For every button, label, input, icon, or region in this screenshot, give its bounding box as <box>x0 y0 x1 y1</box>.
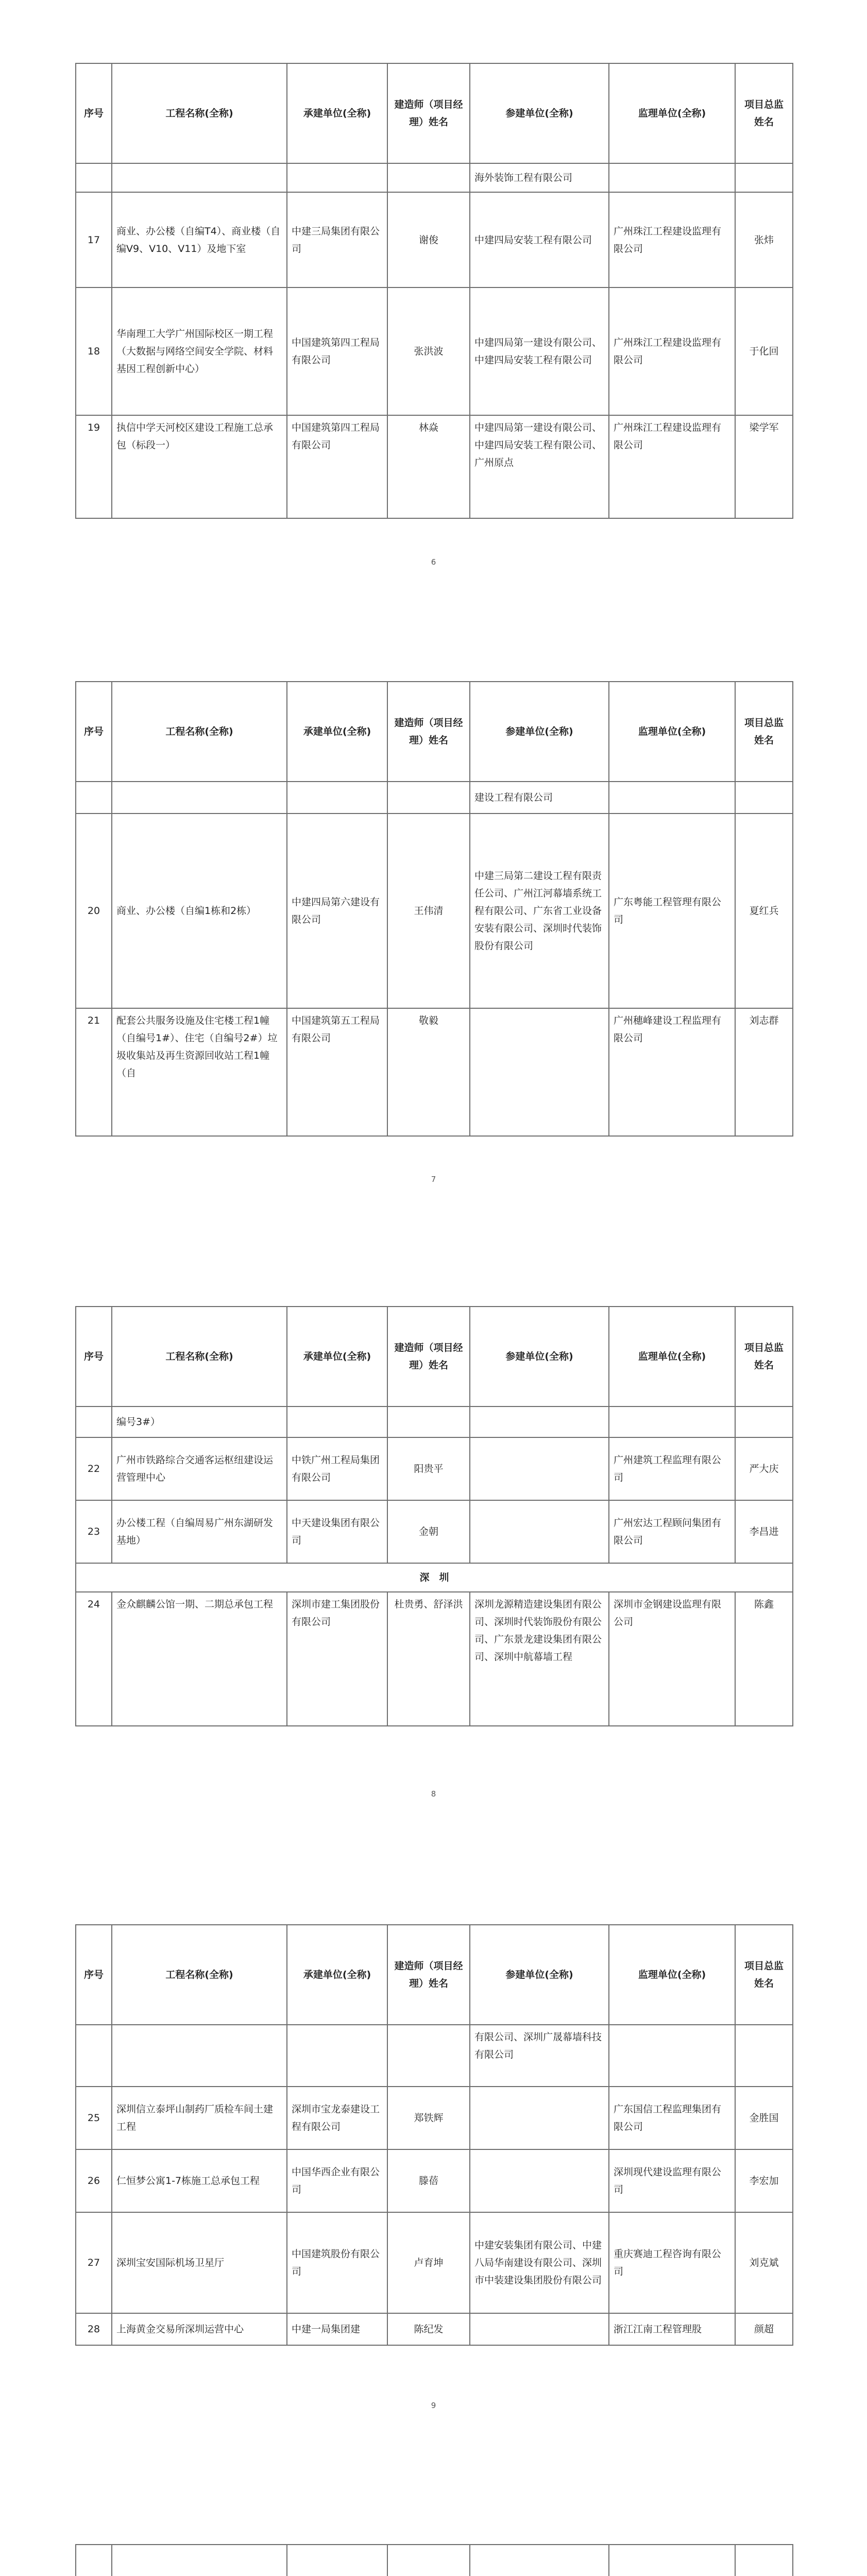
header-no: 序号 <box>76 682 112 782</box>
header-chief: 项目总监姓名 <box>735 63 793 163</box>
table-row <box>76 2087 793 2149</box>
cell-chief <box>735 1406 793 1437</box>
cell-participants <box>470 2087 609 2149</box>
cell-participants: 中建三局第二建设工程有限责任公司、广州江河幕墙系统工程有限公司、广东省工业设备安装有限公司、深圳时代装饰股份有限公司 <box>470 814 609 1008</box>
cell-participants <box>470 1406 609 1437</box>
cell-project <box>112 163 287 192</box>
cell-supervisor: 深圳现代建设监理有限公司 <box>609 2149 735 2212</box>
cell-contractor: 深圳市建工集团股份有限公司 <box>287 1592 387 1726</box>
table-row <box>76 1437 793 1500</box>
cell-chief: 梁学军 <box>735 415 793 518</box>
header-participants: 参建单位(全称) <box>470 682 609 782</box>
table-row <box>76 2149 793 2212</box>
cell-project: 办公楼工程（自编周易广州东湖研发基地） <box>112 1500 287 1563</box>
header-no <box>76 2545 112 2576</box>
cell-participants: 有限公司、深圳广晟幕墙科技有限公司 <box>470 2025 609 2087</box>
region-row <box>76 1563 793 1592</box>
cell-participants: 中建四局第一建设有限公司、中建四局安装工程有限公司、广州原点 <box>470 415 609 518</box>
header-no: 序号 <box>76 63 112 163</box>
cell-supervisor: 广州宏达工程顾问集团有限公司 <box>609 1500 735 1563</box>
cell-contractor: 中国华西企业有限公司 <box>287 2149 387 2212</box>
cell-contractor: 深圳市宝龙泰建设工程有限公司 <box>287 2087 387 2149</box>
cell-supervisor: 浙江江南工程管理股 <box>609 2313 735 2345</box>
header-manager <box>387 2545 470 2576</box>
table-row <box>76 192 793 287</box>
cell-no: 18 <box>76 287 112 415</box>
cell-chief: 金胜国 <box>735 2087 793 2149</box>
cell-supervisor <box>609 2025 735 2087</box>
header-project <box>112 2545 287 2576</box>
cell-manager: 林焱 <box>387 415 470 518</box>
table-row <box>76 1406 793 1437</box>
cell-project <box>112 782 287 814</box>
cell-manager <box>387 2025 470 2087</box>
table-row <box>76 2025 793 2087</box>
cell-project: 商业、办公楼（自编1栋和2栋） <box>112 814 287 1008</box>
page-number: 6 <box>431 557 436 567</box>
header-manager: 建造师（项目经理）姓名 <box>387 1307 470 1406</box>
cell-project: 深圳宝安国际机场卫星厅 <box>112 2212 287 2313</box>
cell-contractor: 中国建筑第四工程局有限公司 <box>287 415 387 518</box>
table-row <box>76 163 793 192</box>
cell-project: 编号3#） <box>112 1406 287 1437</box>
cell-manager: 张洪波 <box>387 287 470 415</box>
cell-no: 21 <box>76 1008 112 1136</box>
cell-manager: 郑铁辉 <box>387 2087 470 2149</box>
cell-supervisor: 广州穗峰建设工程监理有限公司 <box>609 1008 735 1136</box>
cell-project: 仁恒梦公寓1-7栋施工总承包工程 <box>112 2149 287 2212</box>
project-table <box>75 1924 793 2346</box>
header-chief: 项目总监姓名 <box>735 1307 793 1406</box>
cell-contractor <box>287 1406 387 1437</box>
header-participants: 参建单位(全称) <box>470 63 609 163</box>
cell-participants <box>470 1008 609 1136</box>
table-header-row <box>76 63 793 163</box>
cell-no: 26 <box>76 2149 112 2212</box>
cell-supervisor: 广州建筑工程监理有限公司 <box>609 1437 735 1500</box>
project-table <box>75 2544 793 2576</box>
table-header-row <box>76 2545 793 2576</box>
cell-manager: 卢育坤 <box>387 2212 470 2313</box>
cell-no: 22 <box>76 1437 112 1500</box>
cell-participants <box>470 2313 609 2345</box>
cell-supervisor: 广州珠江工程建设监理有限公司 <box>609 192 735 287</box>
cell-participants: 海外装饰工程有限公司 <box>470 163 609 192</box>
header-no: 序号 <box>76 1307 112 1406</box>
cell-manager: 杜贵勇、舒泽洪 <box>387 1592 470 1726</box>
table-row <box>76 1592 793 1726</box>
cell-contractor: 中建一局集团建 <box>287 2313 387 2345</box>
cell-contractor: 中国建筑股份有限公司 <box>287 2212 387 2313</box>
page-number: 7 <box>431 1175 436 1184</box>
cell-chief: 于化回 <box>735 287 793 415</box>
cell-chief <box>735 163 793 192</box>
cell-chief: 陈鑫 <box>735 1592 793 1726</box>
header-supervisor: 监理单位(全称) <box>609 1307 735 1406</box>
header-no: 序号 <box>76 1925 112 2025</box>
cell-project: 上海黄金交易所深圳运营中心 <box>112 2313 287 2345</box>
cell-chief <box>735 2025 793 2087</box>
cell-project: 金众麒麟公馆一期、二期总承包工程 <box>112 1592 287 1726</box>
table-row <box>76 814 793 1008</box>
header-project: 工程名称(全称) <box>112 1307 287 1406</box>
cell-no: 19 <box>76 415 112 518</box>
cell-supervisor: 深圳市金钢建设监理有限公司 <box>609 1592 735 1726</box>
header-chief: 项目总监姓名 <box>735 1925 793 2025</box>
table-row <box>76 1008 793 1136</box>
cell-participants: 中建四局安装工程有限公司 <box>470 192 609 287</box>
cell-chief: 颜超 <box>735 2313 793 2345</box>
cell-chief <box>735 782 793 814</box>
cell-supervisor <box>609 1406 735 1437</box>
cell-manager: 陈纪发 <box>387 2313 470 2345</box>
cell-no: 27 <box>76 2212 112 2313</box>
header-supervisor: 监理单位(全称) <box>609 1925 735 2025</box>
cell-supervisor <box>609 782 735 814</box>
cell-no <box>76 2025 112 2087</box>
cell-no: 25 <box>76 2087 112 2149</box>
header-manager: 建造师（项目经理）姓名 <box>387 1925 470 2025</box>
cell-no <box>76 782 112 814</box>
cell-manager: 金朝 <box>387 1500 470 1563</box>
cell-participants <box>470 1437 609 1500</box>
cell-contractor: 中国建筑第五工程局有限公司 <box>287 1008 387 1136</box>
header-supervisor <box>609 2545 735 2576</box>
header-contractor <box>287 2545 387 2576</box>
cell-chief: 严大庆 <box>735 1437 793 1500</box>
header-supervisor: 监理单位(全称) <box>609 682 735 782</box>
header-participants <box>470 2545 609 2576</box>
cell-project: 华南理工大学广州国际校区一期工程（大数据与网络空间安全学院、材料基因工程创新中心） <box>112 287 287 415</box>
cell-manager: 谢俊 <box>387 192 470 287</box>
cell-project: 广州市铁路综合交通客运枢纽建设运营管理中心 <box>112 1437 287 1500</box>
cell-manager <box>387 1406 470 1437</box>
cell-contractor: 中建四局第六建设有限公司 <box>287 814 387 1008</box>
cell-project: 深圳信立泰坪山制药厂质检车间土建工程 <box>112 2087 287 2149</box>
cell-supervisor: 广东国信工程监理集团有限公司 <box>609 2087 735 2149</box>
header-project: 工程名称(全称) <box>112 1925 287 2025</box>
cell-no <box>76 1406 112 1437</box>
cell-manager: 滕蓓 <box>387 2149 470 2212</box>
cell-no: 24 <box>76 1592 112 1726</box>
project-table <box>75 63 793 519</box>
cell-project: 商业、办公楼（自编T4）、商业楼（自编V9、V10、V11）及地下室 <box>112 192 287 287</box>
header-contractor: 承建单位(全称) <box>287 682 387 782</box>
cell-participants: 中建四局第一建设有限公司、中建四局安装工程有限公司 <box>470 287 609 415</box>
header-contractor: 承建单位(全称) <box>287 1307 387 1406</box>
cell-participants: 建设工程有限公司 <box>470 782 609 814</box>
table-row <box>76 1500 793 1563</box>
cell-manager <box>387 782 470 814</box>
table-row <box>76 782 793 814</box>
cell-contractor <box>287 2025 387 2087</box>
page-number: 8 <box>431 1789 436 1799</box>
cell-contractor: 中铁广州工程局集团有限公司 <box>287 1437 387 1500</box>
table-header-row <box>76 1307 793 1406</box>
cell-supervisor: 广州珠江工程建设监理有限公司 <box>609 287 735 415</box>
cell-manager: 阳贵平 <box>387 1437 470 1500</box>
cell-project <box>112 2025 287 2087</box>
header-project: 工程名称(全称) <box>112 682 287 782</box>
header-participants: 参建单位(全称) <box>470 1925 609 2025</box>
page-number: 9 <box>431 2401 436 2410</box>
table-row <box>76 2313 793 2345</box>
project-table <box>75 681 793 1137</box>
cell-chief: 张炜 <box>735 192 793 287</box>
cell-no: 20 <box>76 814 112 1008</box>
cell-manager <box>387 163 470 192</box>
cell-no: 17 <box>76 192 112 287</box>
table-header-row <box>76 1925 793 2025</box>
cell-chief: 刘志群 <box>735 1008 793 1136</box>
cell-contractor <box>287 782 387 814</box>
cell-contractor <box>287 163 387 192</box>
cell-project: 配套公共服务设施及住宅楼工程1幢（自编号1#）、住宅（自编号2#）垃圾收集站及再生资源回收站工程1幢（自 <box>112 1008 287 1136</box>
table-row <box>76 287 793 415</box>
cell-project: 执信中学天河校区建设工程施工总承包（标段一） <box>112 415 287 518</box>
header-chief <box>735 2545 793 2576</box>
table-row <box>76 415 793 518</box>
cell-supervisor: 广东粤能工程管理有限公司 <box>609 814 735 1008</box>
cell-chief: 李昌进 <box>735 1500 793 1563</box>
cell-no <box>76 163 112 192</box>
cell-no: 28 <box>76 2313 112 2345</box>
cell-participants <box>470 2149 609 2212</box>
cell-manager: 王伟清 <box>387 814 470 1008</box>
cell-participants: 中建安装集团有限公司、中建八局华南建设有限公司、深圳市中装建设集团股份有限公司 <box>470 2212 609 2313</box>
cell-manager: 敬毅 <box>387 1008 470 1136</box>
cell-chief: 刘克斌 <box>735 2212 793 2313</box>
cell-contractor: 中天建设集团有限公司 <box>287 1500 387 1563</box>
table-row <box>76 2212 793 2313</box>
region-label: 深 圳 <box>76 1563 793 1592</box>
project-table <box>75 1306 793 1726</box>
cell-chief: 夏红兵 <box>735 814 793 1008</box>
header-manager: 建造师（项目经理）姓名 <box>387 682 470 782</box>
header-participants: 参建单位(全称) <box>470 1307 609 1406</box>
header-contractor: 承建单位(全称) <box>287 63 387 163</box>
cell-participants <box>470 1500 609 1563</box>
cell-contractor: 中建三局集团有限公司 <box>287 192 387 287</box>
table-header-row <box>76 682 793 782</box>
cell-participants: 深圳龙源精造建设集团有限公司、深圳时代装饰股份有限公司、广东景龙建设集团有限公司、深圳中航幕墙工程 <box>470 1592 609 1726</box>
cell-supervisor: 广州珠江工程建设监理有限公司 <box>609 415 735 518</box>
cell-contractor: 中国建筑第四工程局有限公司 <box>287 287 387 415</box>
header-manager: 建造师（项目经理）姓名 <box>387 63 470 163</box>
header-supervisor: 监理单位(全称) <box>609 63 735 163</box>
header-contractor: 承建单位(全称) <box>287 1925 387 2025</box>
header-chief: 项目总监姓名 <box>735 682 793 782</box>
cell-no: 23 <box>76 1500 112 1563</box>
cell-supervisor: 重庆赛迪工程咨询有限公司 <box>609 2212 735 2313</box>
header-project: 工程名称(全称) <box>112 63 287 163</box>
cell-supervisor <box>609 163 735 192</box>
cell-chief: 李宏加 <box>735 2149 793 2212</box>
